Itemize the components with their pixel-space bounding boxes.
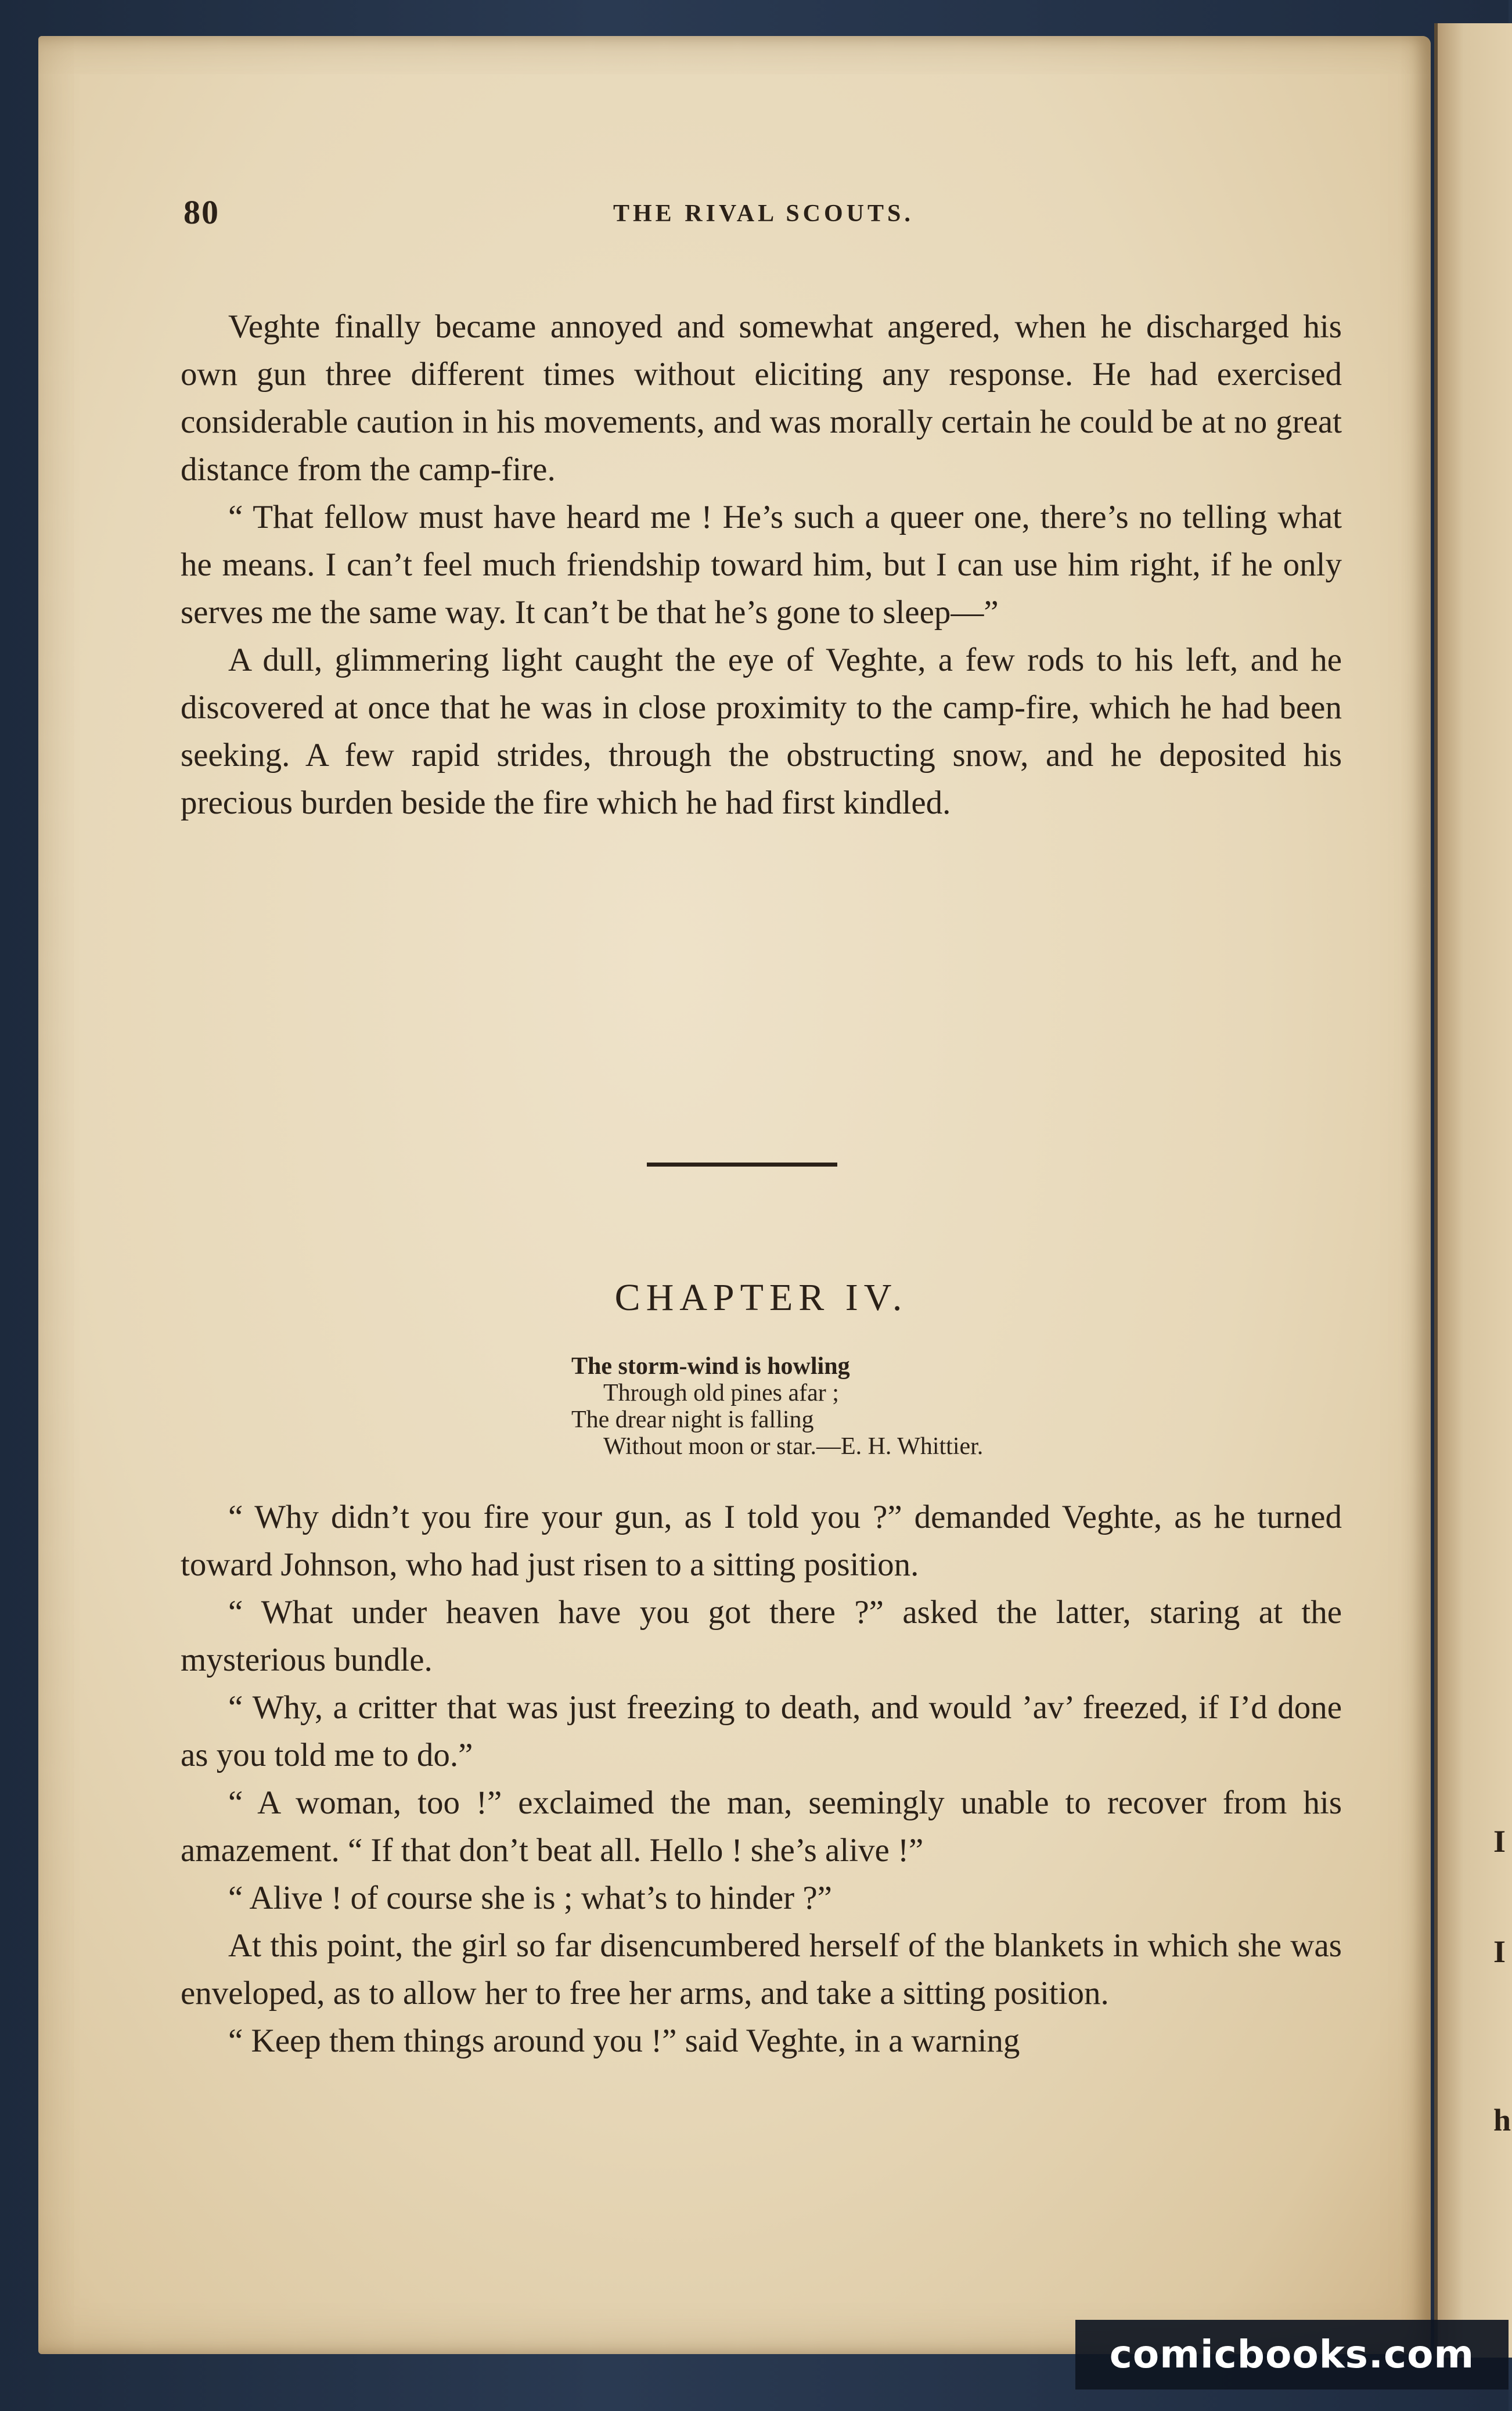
edge-glyph: h bbox=[1493, 2103, 1511, 2137]
epigraph-line: The drear night is falling bbox=[571, 1406, 814, 1433]
paragraph: A dull, glimmering light caught the eye of Veghte, a few rods to his left, and he discovered at once that he was in close proximity to the camp-fire, which he had been seeking. A few rapid strides, through the obstructing snow, and he deposited his precious burden beside the fire which he had first kindled. bbox=[181, 642, 1342, 821]
paragraph: “ Keep them things around you !” said Veghte, in a warning bbox=[228, 2023, 1020, 2059]
section-divider-rule bbox=[647, 1163, 837, 1167]
site-watermark: comicbooks.com bbox=[1075, 2320, 1509, 2390]
section-1-text bbox=[181, 303, 1342, 827]
book-page bbox=[38, 36, 1431, 2354]
page-number: 80 bbox=[183, 193, 219, 231]
edge-glyph: I bbox=[1493, 1934, 1506, 1969]
epigraph-line: Through old pines afar ; bbox=[603, 1380, 839, 1406]
paragraph: “ Why, a critter that was just freezing to death, and would ’av’ freezed, if I’d done as you told me to do.” bbox=[181, 1689, 1342, 1773]
chapter-heading: CHAPTER IV. bbox=[614, 1276, 908, 1319]
edge-glyph: I bbox=[1493, 1824, 1506, 1859]
adjacent-page-edge bbox=[1434, 23, 1512, 2358]
paragraph: “ Alive ! of course she is ; what’s to hinder ?” bbox=[228, 1880, 832, 1916]
running-title: THE RIVAL SCOUTS. bbox=[613, 200, 914, 227]
paragraph: “ A woman, too !” exclaimed the man, seemingly unable to recover from his amazement. “ If that don’t beat all. Hello ! she’s alive !” bbox=[181, 1784, 1342, 1869]
epigraph-line: Without moon or star.—E. H. Whittier. bbox=[603, 1433, 984, 1460]
section-2-text bbox=[181, 1494, 1342, 2065]
paragraph: At this point, the girl so far disencumbered herself of the blankets in which she was enveloped, as to allow her to free her arms, and take a sitting position. bbox=[181, 1927, 1342, 2011]
paragraph: “ What under heaven have you got there ?” asked the latter, staring at the mysterious bundle. bbox=[181, 1594, 1342, 1678]
paragraph: “ Why didn’t you fire your gun, as I told you ?” demanded Veghte, as he turned toward Johnson, who had just risen to a sitting position. bbox=[181, 1499, 1342, 1583]
epigraph-line: The storm-wind is howling bbox=[571, 1353, 850, 1380]
paragraph: “ That fellow must have heard me ! He’s such a queer one, there’s no telling what he means. I can’t feel much friendship toward him, but I can use him right, if he only serves me the same way. It can’t be that he’s gone to sleep—” bbox=[181, 499, 1342, 631]
paragraph: Veghte finally became annoyed and somewhat angered, when he discharged his own gun three different times without eliciting any response. He had exercised considerable caution in his movements, and was morally certain he could be at no great distance from the camp-fire. bbox=[181, 308, 1342, 488]
chapter-epigraph bbox=[571, 1353, 983, 1460]
running-head bbox=[183, 193, 1342, 245]
